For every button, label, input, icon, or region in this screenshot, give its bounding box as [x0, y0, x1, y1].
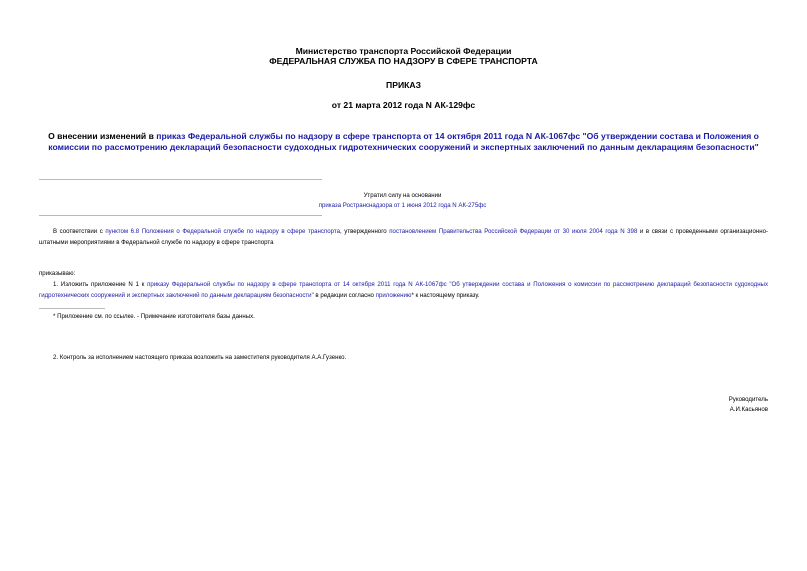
- ministry-name: Министерство транспорта Российской Федерации: [295, 46, 512, 56]
- preamble-paragraph: [39, 227, 768, 248]
- status-link[interactable]: приказа Ространснадзора от 1 июня 2012 года N АК-275фс: [318, 202, 487, 209]
- footnote-divider: [39, 308, 105, 309]
- item1-link-appendix[interactable]: приложению: [375, 291, 412, 299]
- status-line: Утратил силу на основании: [363, 192, 442, 199]
- preamble-link-regulation[interactable]: пунктом 6.8 Положения о Федеральной службе по надзору в сфере транспорта: [105, 228, 340, 235]
- footnote: * Приложение см. по ссылке. - Примечание изготовителя базы данных.: [53, 313, 255, 320]
- divider: [39, 215, 322, 216]
- title-link[interactable]: приказ Федеральной службы по надзору в сфере транспорта от 14 октября 2011 года N АК-1067фс "Об утверждении состава и Положения о комиссии по рассмотрению деклараций безопасности судоходных гидротехнических сооружений и экспертных заключений по данным декларациям безопасности": [48, 131, 759, 152]
- order-item-1: [39, 280, 768, 301]
- order-item-2: 2. Контроль за исполнением настоящего приказа возложить на заместителя руководителя А.А.Гузенко.: [53, 354, 347, 361]
- item1-link-order[interactable]: приказу Федеральной службы по надзору в сфере транспорта от 14 октября 2011 года N АК-1067фс "Об утверждении состава и Положения о комиссии по рассмотрению деклараций безопасности судоходных гидротехнических сооружений и экспертных заключений по данным декларациям безопасности": [39, 281, 768, 299]
- document-type: ПРИКАЗ: [386, 80, 421, 90]
- service-name: ФЕДЕРАЛЬНАЯ СЛУЖБА ПО НАДЗОРУ В СФЕРЕ ТРАНСПОРТА: [269, 56, 538, 66]
- preamble-link-resolution[interactable]: постановлением Правительства Российской Федерации от 30 июля 2004 года N 398: [389, 228, 638, 235]
- preamble-text: , утвержденного: [340, 228, 390, 235]
- signatory-role: Руководитель: [728, 396, 768, 403]
- preamble-text: и в связи с проведенными организационно-штатными мероприятиями в Федеральной службе по надзору в сфере транспорта: [39, 228, 768, 246]
- title-prefix: О внесении изменений в: [48, 131, 157, 141]
- document-title: [40, 131, 767, 153]
- item-text: * к настоящему приказу.: [411, 291, 480, 299]
- preamble-text: В соответствии с: [53, 228, 106, 235]
- order-word: приказываю:: [39, 270, 76, 277]
- item-text: в редакции согласно: [313, 291, 376, 299]
- divider: [39, 179, 322, 180]
- signatory-name: А.И.Касьянов: [729, 406, 768, 413]
- item-text: 1. Изложить приложение N 1 к: [53, 281, 148, 288]
- document-date-number: от 21 марта 2012 года N АК-129фс: [331, 100, 476, 110]
